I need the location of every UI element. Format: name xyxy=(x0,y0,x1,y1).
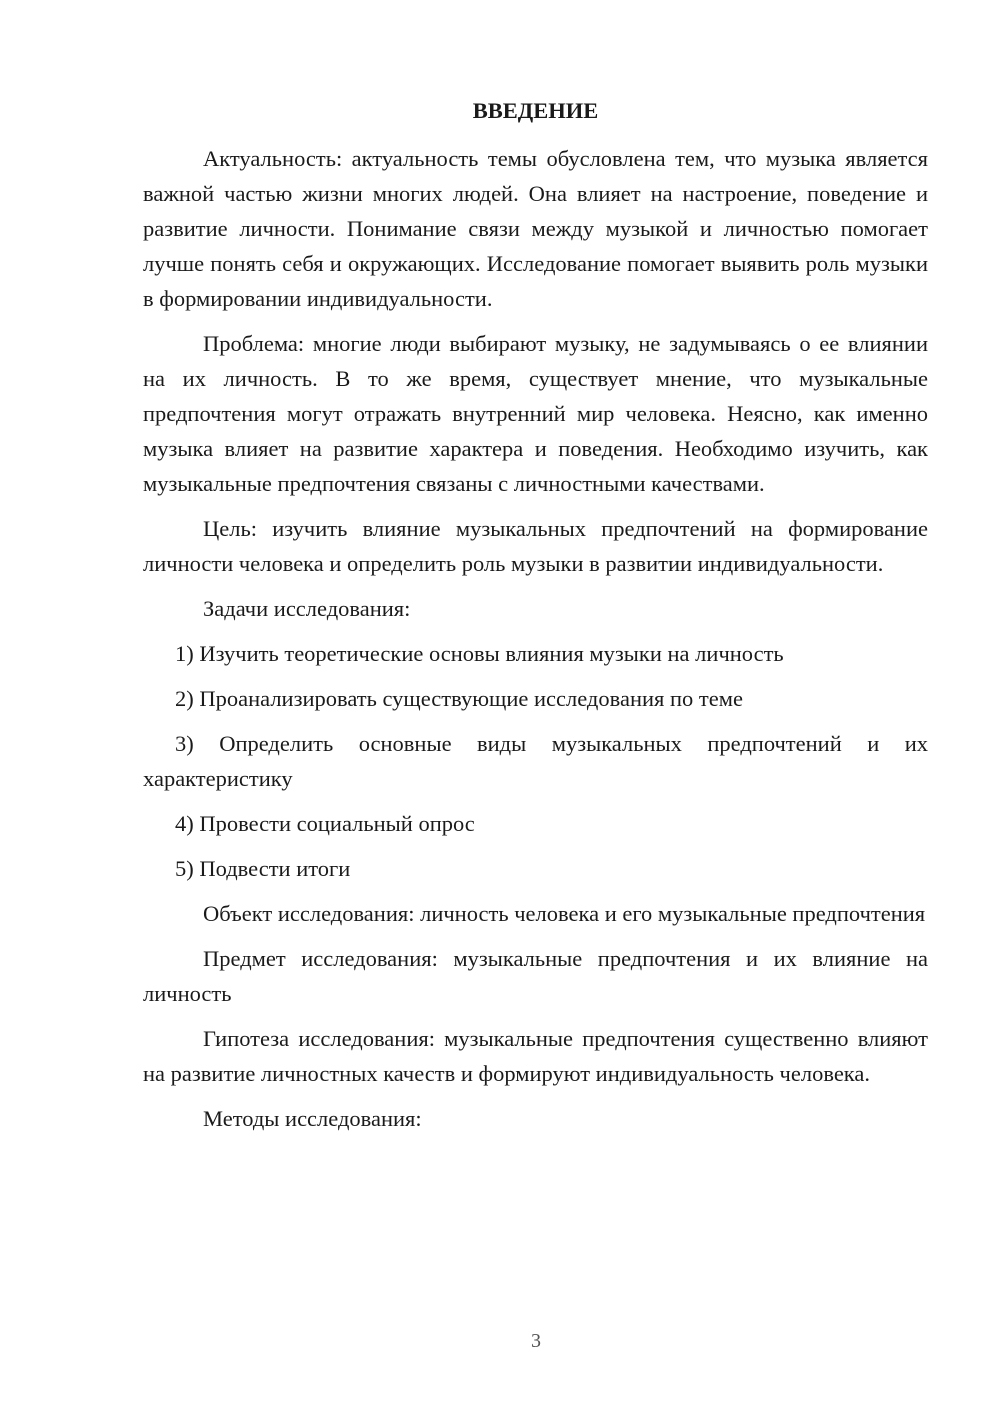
paragraph-hypothesis: Гипотеза исследования: музыкальные предпочтения существенно влияют на развитие личностных качеств и формируют индивидуальность человека. xyxy=(143,1026,928,1086)
document-page xyxy=(143,93,928,1146)
tasks-list xyxy=(143,636,928,886)
list-item: 3) Определить основные виды музыкальных предпочтений и их характеристику xyxy=(143,731,928,791)
paragraph-subject: Предмет исследования: музыкальные предпочтения и их влияние на личность xyxy=(143,946,928,1006)
list-item: 5) Подвести итоги xyxy=(175,856,351,881)
methods-heading: Методы исследования: xyxy=(203,1106,422,1131)
list-item: 1) Изучить теоретические основы влияния музыки на личность xyxy=(175,641,784,666)
paragraph-goal: Цель: изучить влияние музыкальных предпочтений на формирование личности человека и определить роль музыки в развитии индивидуальности. xyxy=(143,516,928,576)
paragraph-object: Объект исследования: личность человека и его музыкальные предпочтения xyxy=(203,901,926,926)
tasks-heading: Задачи исследования: xyxy=(203,596,411,621)
list-item: 4) Провести социальный опрос xyxy=(175,811,475,836)
page-title: ВВЕДЕНИЕ xyxy=(472,98,599,123)
paragraph-problem: Проблема: многие люди выбирают музыку, не задумываясь о ее влиянии на их личность. В то же время, существует мнение, что музыкальные предпочтения могут отражать внутренний мир человека. Неясно, как именно музыка влияет на развитие характера и поведения. Необходимо изучить, как музыкальные предпочтения связаны с личностными качествами. xyxy=(143,331,928,496)
paragraph-relevance: Актуальность: актуальность темы обусловлена тем, что музыка является важной частью жизни многих людей. Она влияет на настроение, поведение и развитие личности. Понимание связи между музыкой и личностью помогает лучше понять себя и окружающих. Исследование помогает выявить роль музыки в формировании индивидуальности. xyxy=(143,146,928,311)
list-item: 2) Проанализировать существующие исследования по теме xyxy=(175,686,743,711)
page-number: 3 xyxy=(531,1330,541,1352)
